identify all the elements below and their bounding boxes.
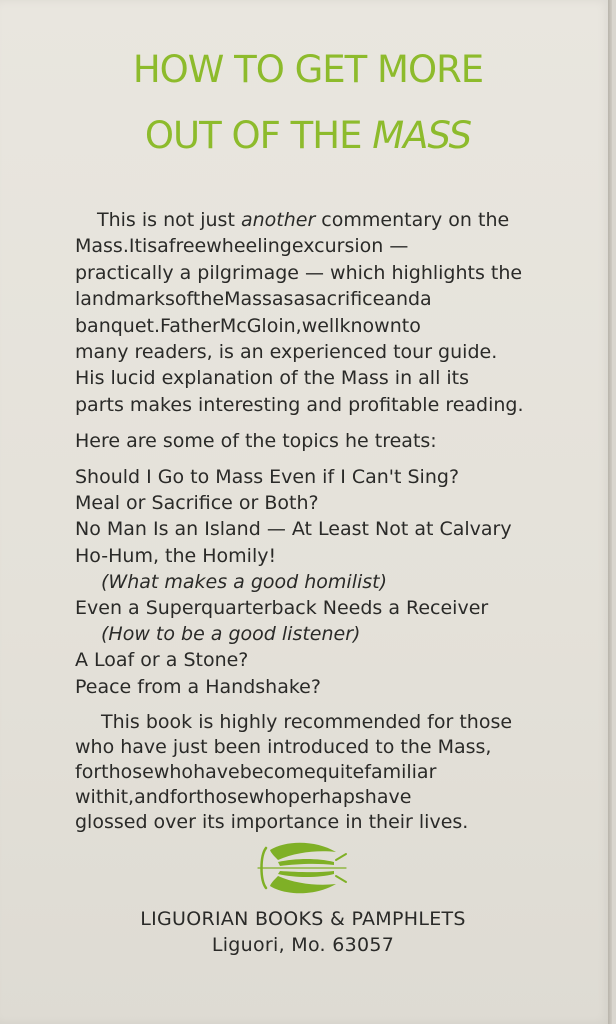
word: McGloin, (219, 314, 302, 337)
word: as (271, 288, 294, 311)
closing-line: who have just been introduced to the Mass, (75, 736, 492, 758)
topic-title: Ho-Hum, the Homily! (75, 544, 277, 567)
word: become (239, 761, 316, 783)
word: landmarks (75, 288, 175, 311)
topic-subtitle: (What makes a good homilist) (101, 570, 388, 593)
topic-title: Even a Superquarterback Needs a Receiver (75, 597, 489, 620)
word: for (169, 786, 196, 808)
word: well (301, 314, 340, 337)
publisher-name: LIGUORIAN BOOKS & PAMPHLETS (140, 908, 466, 930)
word: with (75, 786, 116, 808)
title-emphasis: MASS (372, 114, 472, 157)
publisher-address: Liguori, Mo. 63057 (211, 934, 395, 956)
word: freewheeling (168, 235, 292, 258)
closing-line (75, 760, 527, 785)
topic-title: Meal or Sacrifice or Both? (75, 492, 319, 515)
liguorian-fish-emblem-icon (256, 838, 348, 898)
word: Father (160, 314, 220, 337)
book-title-line-1: HOW TO GET MORE (132, 48, 484, 91)
book-title-line-2 (0, 114, 616, 157)
topic-title: A Loaf or a Stone? (75, 649, 249, 672)
intro-paragraph (75, 207, 533, 418)
closing-line (75, 785, 527, 810)
intro-line (75, 207, 533, 233)
title-text: OUT OF THE (144, 114, 373, 157)
topic-title: No Man Is an Island — At Least Not at Calvary (75, 518, 512, 541)
word: the (192, 288, 225, 311)
intro-line: parts makes interesting and profitable reading. (75, 393, 524, 416)
closing-line: glossed over its importance in their lives. (75, 811, 469, 833)
word: and (134, 786, 170, 808)
intro-line (75, 286, 533, 312)
word: to (401, 314, 421, 337)
word: have (364, 786, 412, 808)
intro-text: This is not just (97, 209, 241, 231)
intro-line: His lucid explanation of the Mass in all its (75, 367, 470, 390)
word: quite (315, 761, 365, 783)
intro-line: many readers, is an experienced tour guide. (75, 341, 498, 364)
closing-line: This book is highly recommended for those (101, 711, 513, 733)
topics-heading: Here are some of the topics he treats: (75, 430, 437, 452)
word: excursion — (291, 235, 409, 258)
topic-title: Peace from a Handshake? (75, 675, 321, 698)
closing-paragraph (75, 710, 527, 835)
topics-list (75, 464, 512, 700)
word: who (153, 761, 194, 783)
word: Mass (224, 288, 272, 311)
word: those (195, 786, 249, 808)
word: those (101, 761, 154, 783)
word: is (141, 235, 158, 258)
word: perhaps (287, 786, 365, 808)
word: sacrifice (305, 288, 385, 311)
word: It (128, 235, 142, 258)
intro-line (75, 233, 533, 259)
word: banquet. (75, 314, 161, 337)
word: a (293, 288, 306, 311)
intro-line (75, 313, 533, 339)
word: a (420, 288, 432, 311)
word: familiar (364, 761, 437, 783)
word: Mass. (75, 235, 129, 258)
intro-text: commentary on the (315, 209, 510, 231)
intro-emphasis: another (240, 209, 316, 231)
word: it, (115, 786, 135, 808)
topic-title: Should I Go to Mass Even if I Can't Sing? (75, 466, 460, 488)
word: of (174, 288, 193, 311)
topic-subtitle: (How to be a good listener) (101, 623, 361, 646)
word: a (157, 235, 169, 258)
word: and (384, 288, 421, 311)
word: for (75, 761, 102, 783)
word: who (248, 786, 288, 808)
word: have (193, 761, 240, 783)
word: known (339, 314, 402, 337)
intro-line: practically a pilgrimage — which highlights the (75, 261, 523, 284)
